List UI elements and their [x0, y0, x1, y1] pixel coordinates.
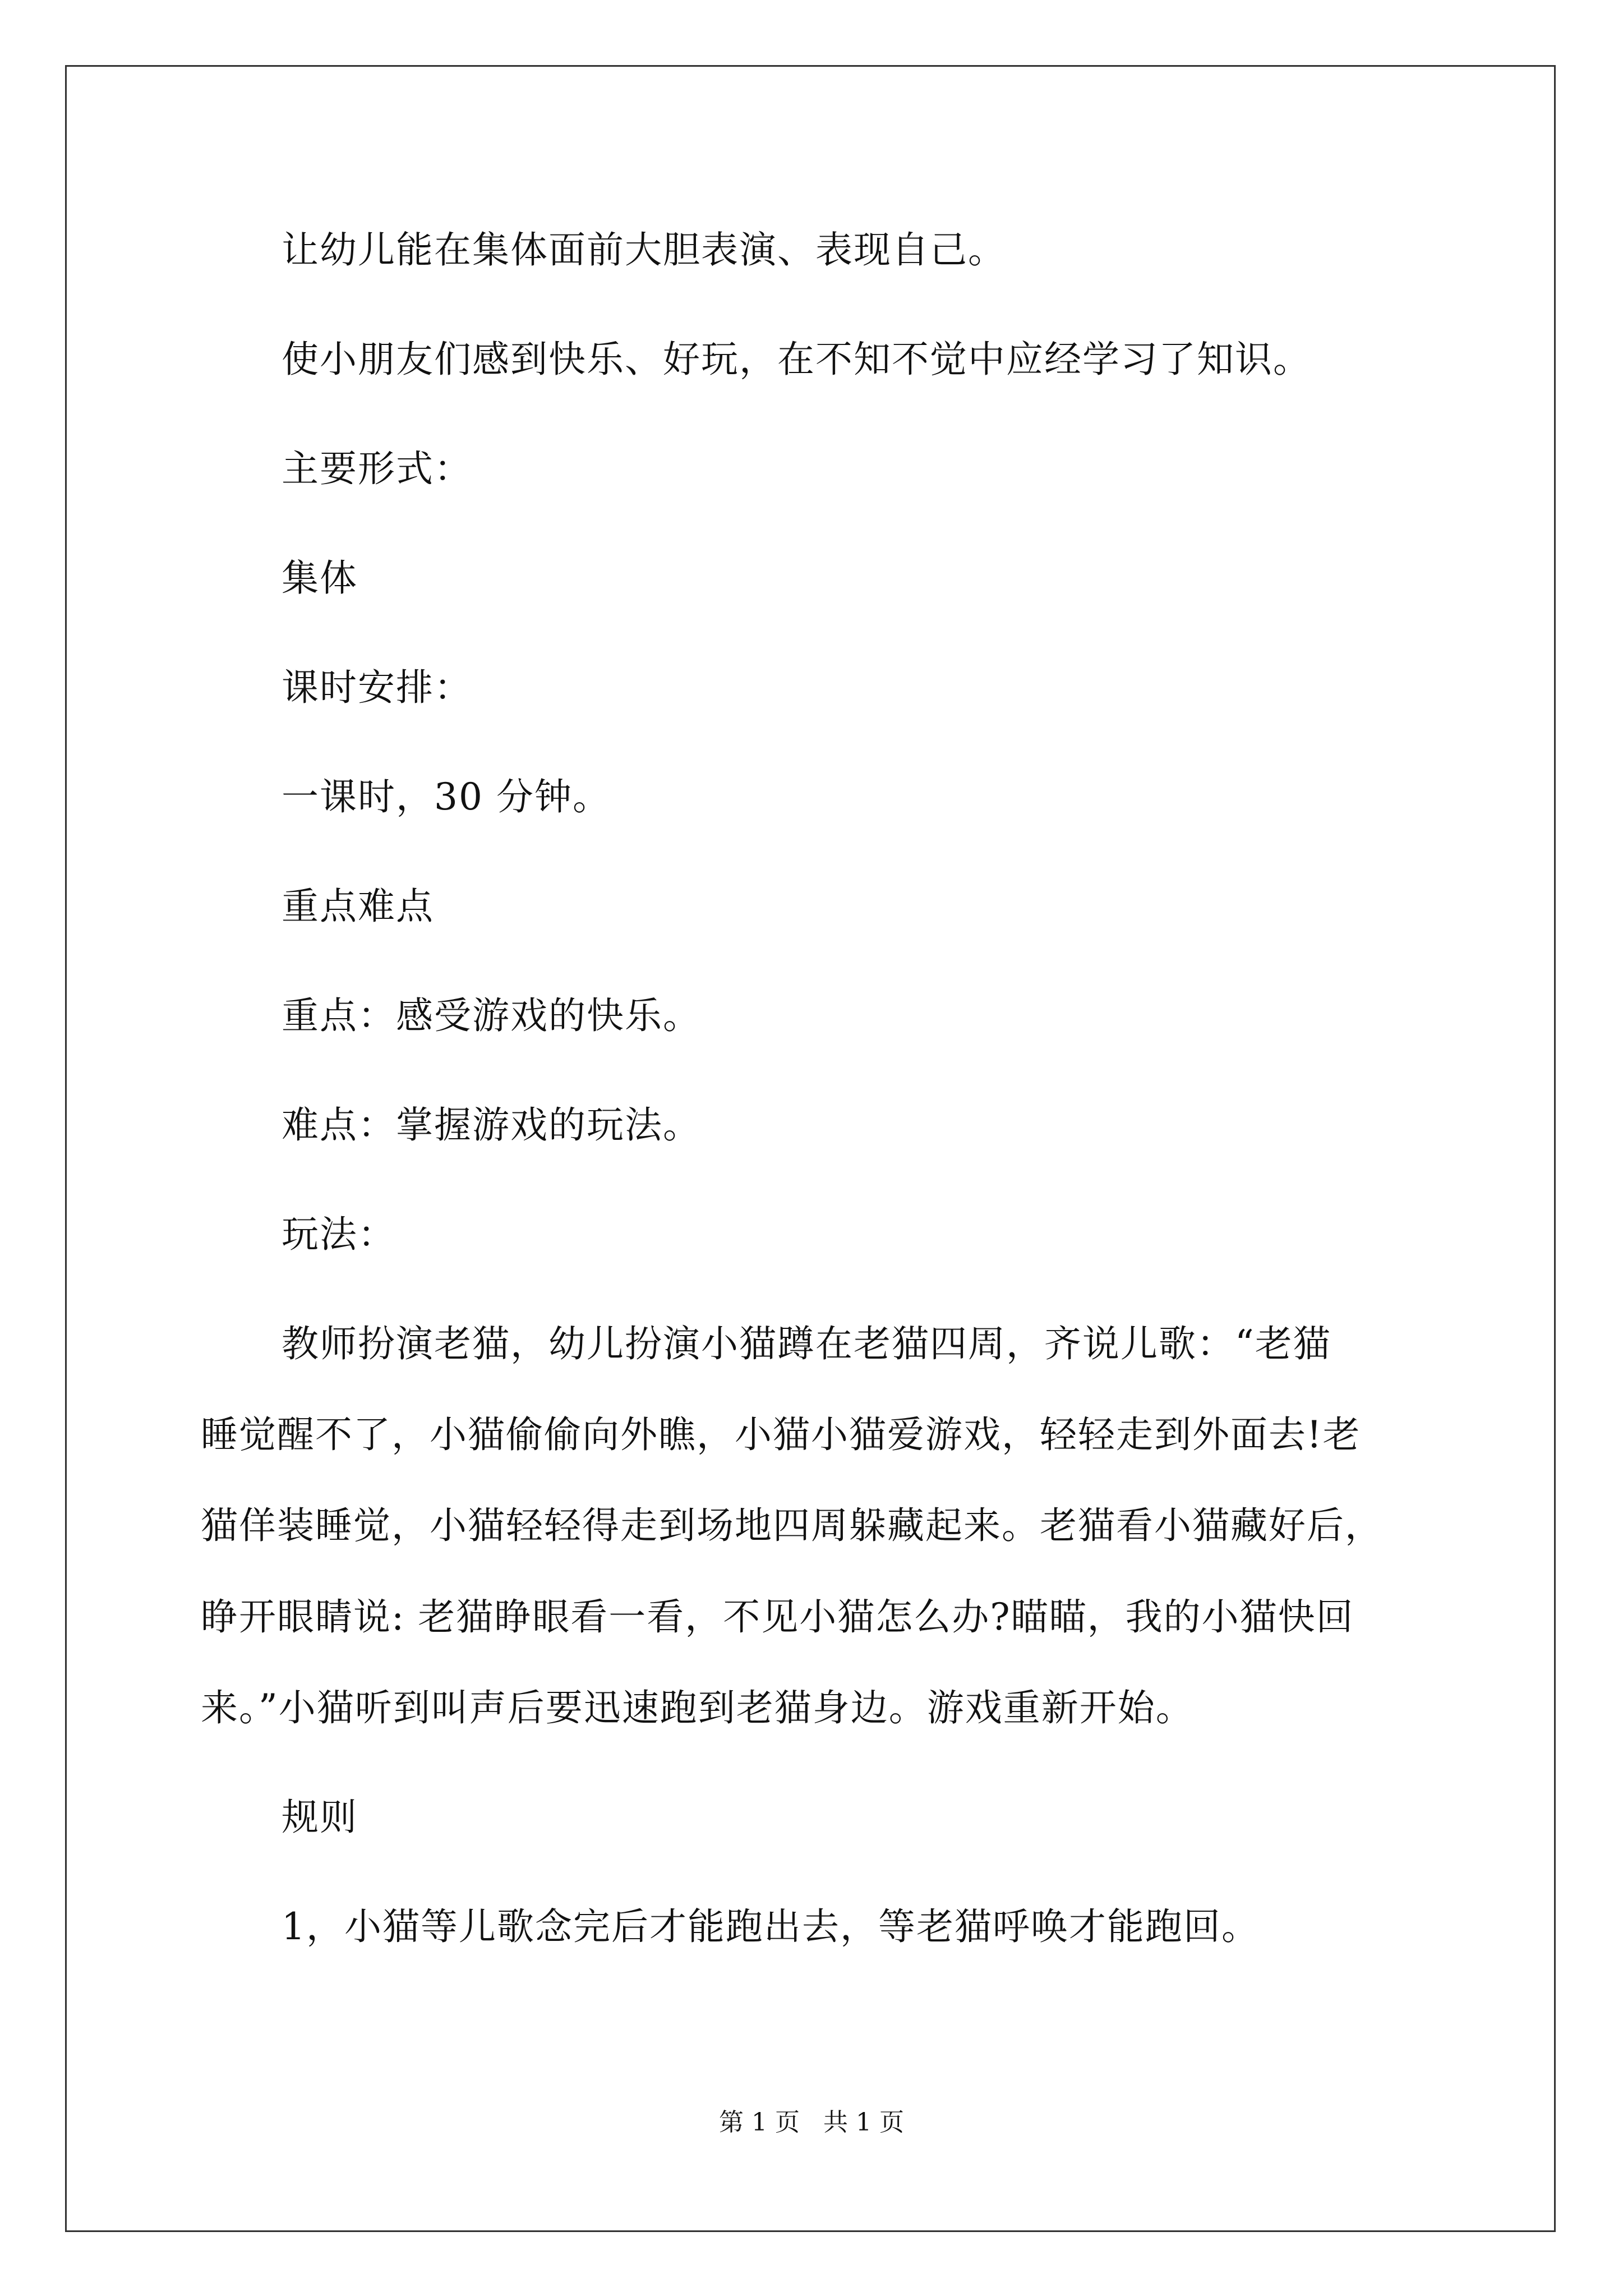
heading-rules: 规则	[282, 1796, 358, 1839]
heading-key-points: 重点难点	[282, 885, 434, 928]
paragraph-duration: 一课时，30 分钟。	[282, 775, 611, 818]
paragraph-collective: 集体	[282, 556, 358, 600]
paragraph-goal-happy: 使小朋友们感到快乐、好玩，在不知不觉中应经学习了知识。	[282, 338, 1311, 381]
play-paragraph-line-5: 来。”小猫听到叫声后要迅速跑到老猫身边。游戏重新开始。	[201, 1686, 1194, 1729]
paragraph-goal-perform: 让幼儿能在集体面前大胆表演、表现自己。	[282, 228, 1006, 272]
play-paragraph-line-1: 教师扮演老猫，幼儿扮演小猫蹲在老猫四周，齐说儿歌：“老猫	[282, 1322, 1331, 1365]
play-paragraph-line-2: 睡觉醒不了，小猫偷偷向外瞧，小猫小猫爱游戏，轻轻走到外面去!老	[201, 1413, 1361, 1456]
heading-play-method: 玩法：	[282, 1213, 396, 1256]
heading-schedule: 课时安排：	[282, 666, 472, 709]
paragraph-difficulty: 难点：掌握游戏的玩法。	[282, 1103, 701, 1147]
page-footer: 第 1 页 共 1 页	[719, 2108, 904, 2137]
paragraph-key-point: 重点：感受游戏的快乐。	[282, 994, 701, 1037]
rule-item-1: 1，小猫等儿歌念完后才能跑出去，等老猫呼唤才能跑回。	[282, 1905, 1260, 1948]
heading-main-form: 主要形式：	[282, 447, 472, 490]
play-paragraph-line-3: 猫佯装睡觉，小猫轻轻得走到场地四周躲藏起来。老猫看小猫藏好后，	[201, 1504, 1383, 1547]
play-paragraph-line-4: 睁开眼睛说: 老猫睁眼看一看，不见小猫怎么办?瞄瞄，我的小猫快回	[201, 1595, 1354, 1639]
